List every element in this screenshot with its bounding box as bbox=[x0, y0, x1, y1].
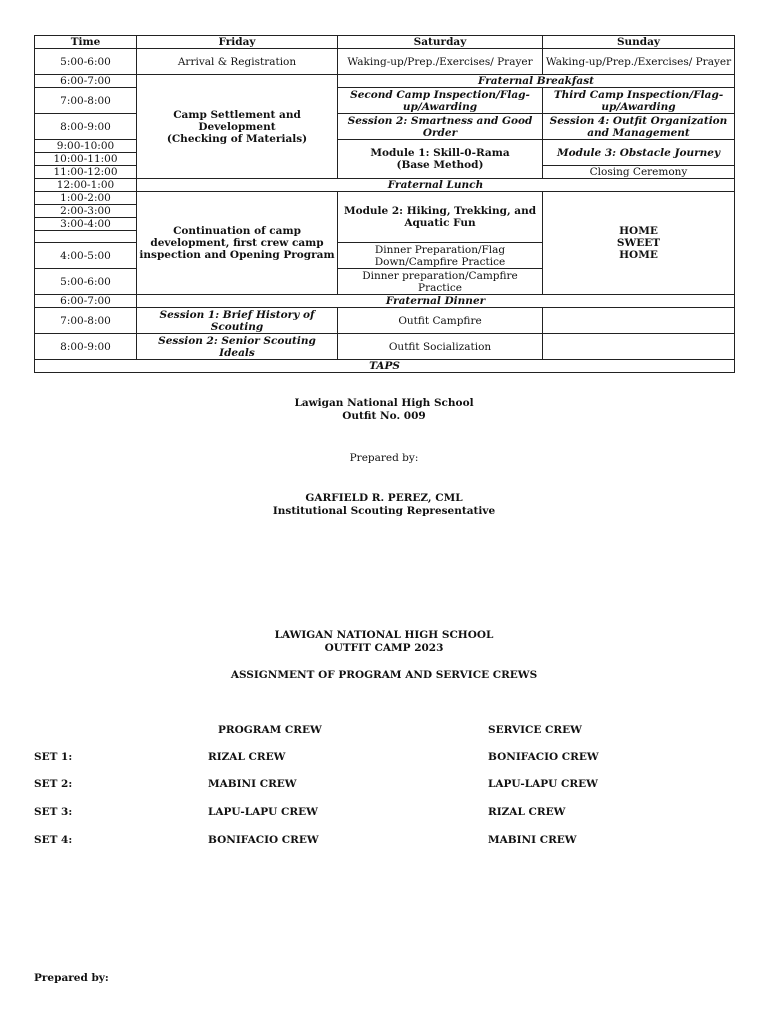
sunday-closing: Closing Ceremony bbox=[543, 166, 735, 179]
fraternal-breakfast: Fraternal Breakfast bbox=[338, 75, 735, 88]
time-cell: 6:00-7:00 bbox=[35, 295, 137, 308]
assignment-title: ASSIGNMENT OF PROGRAM AND SERVICE CREWS bbox=[230, 669, 538, 681]
saturday-module-1: Module 1: Skill-0-Rama (Base Method) bbox=[338, 140, 543, 179]
set-label: SET 4: bbox=[34, 834, 73, 846]
saturday-campfire: Outfit Campfire bbox=[338, 308, 543, 334]
assignment-event: OUTFIT CAMP 2023 bbox=[324, 642, 444, 654]
header-sunday: Sunday bbox=[543, 36, 735, 49]
friday-settlement: Camp Settlement and Development (Checking of Materials) bbox=[137, 75, 338, 179]
saturday-dinner-prep-2: Dinner preparation/Campfire Practice bbox=[338, 269, 543, 295]
prepared-by-label: Prepared by: bbox=[349, 452, 419, 464]
time-cell: 7:00-8:00 bbox=[35, 88, 137, 114]
program-crew-header: PROGRAM CREW bbox=[218, 724, 322, 736]
service-crew-header: SERVICE CREW bbox=[488, 724, 582, 736]
prepared-by-footer: Prepared by: bbox=[34, 972, 109, 984]
sunday-empty bbox=[543, 308, 735, 334]
program-crew: RIZAL CREW bbox=[208, 751, 286, 763]
sunday-waking: Waking-up/Prep./Exercises/ Prayer bbox=[543, 49, 735, 75]
school-name: Lawigan National High School bbox=[294, 397, 474, 409]
time-cell: 3:00-4:00 bbox=[35, 218, 137, 231]
set-label: SET 1: bbox=[34, 751, 73, 763]
schedule-table bbox=[34, 35, 735, 373]
sunday-empty bbox=[543, 334, 735, 360]
time-cell: 5:00-6:00 bbox=[35, 269, 137, 295]
service-crew: BONIFACIO CREW bbox=[488, 751, 599, 763]
assignment-school: LAWIGAN NATIONAL HIGH SCHOOL bbox=[274, 629, 494, 641]
preparer-name: GARFIELD R. PEREZ, CML bbox=[305, 492, 463, 504]
friday-session-1: Session 1: Brief History of Scouting bbox=[137, 308, 338, 334]
program-crew: BONIFACIO CREW bbox=[208, 834, 319, 846]
sunday-session-4: Session 4: Outfit Organization and Management bbox=[543, 114, 735, 140]
service-crew: RIZAL CREW bbox=[488, 806, 566, 818]
time-cell: 10:00-11:00 bbox=[35, 153, 137, 166]
set-label: SET 2: bbox=[34, 778, 73, 790]
outfit-number: Outfit No. 009 bbox=[342, 410, 426, 422]
service-crew: MABINI CREW bbox=[488, 834, 577, 846]
saturday-module-2: Module 2: Hiking, Trekking, and Aquatic Fun bbox=[338, 192, 543, 243]
time-cell: 7:00-8:00 bbox=[35, 308, 137, 334]
friday-arrival: Arrival & Registration bbox=[137, 49, 338, 75]
sunday-module-3: Module 3: Obstacle Journey bbox=[543, 140, 735, 166]
time-cell: 8:00-9:00 bbox=[35, 334, 137, 360]
time-cell: 4:00-5:00 bbox=[35, 243, 137, 269]
time-cell: 12:00-1:00 bbox=[35, 179, 137, 192]
program-crew: MABINI CREW bbox=[208, 778, 297, 790]
saturday-dinner-prep-1: Dinner Preparation/Flag Down/Campfire Practice bbox=[338, 243, 543, 269]
time-cell: 6:00-7:00 bbox=[35, 75, 137, 88]
program-crew: LAPU-LAPU CREW bbox=[208, 806, 318, 818]
time-cell: 8:00-9:00 bbox=[35, 114, 137, 140]
set-label: SET 3: bbox=[34, 806, 73, 818]
friday-session-2: Session 2: Senior Scouting Ideals bbox=[137, 334, 338, 360]
fraternal-lunch: Fraternal Lunch bbox=[137, 179, 735, 192]
taps: TAPS bbox=[35, 360, 735, 373]
time-cell: 9:00-10:00 bbox=[35, 140, 137, 153]
friday-continuation: Continuation of camp development, first crew camp inspection and Opening Program bbox=[137, 192, 338, 295]
time-cell: 11:00-12:00 bbox=[35, 166, 137, 179]
service-crew: LAPU-LAPU CREW bbox=[488, 778, 598, 790]
header-saturday: Saturday bbox=[338, 36, 543, 49]
saturday-socialization: Outfit Socialization bbox=[338, 334, 543, 360]
header-friday: Friday bbox=[137, 36, 338, 49]
saturday-waking: Waking-up/Prep./Exercises/ Prayer bbox=[338, 49, 543, 75]
fraternal-dinner: Fraternal Dinner bbox=[137, 295, 735, 308]
preparer-position: Institutional Scouting Representative bbox=[272, 505, 496, 517]
time-cell: 1:00-2:00 bbox=[35, 192, 137, 205]
time-cell: 5:00-6:00 bbox=[35, 49, 137, 75]
sunday-home: HOME SWEET HOME bbox=[543, 192, 735, 295]
time-cell bbox=[35, 231, 137, 243]
sunday-inspection: Third Camp Inspection/Flag-up/Awarding bbox=[543, 88, 735, 114]
saturday-session-2: Session 2: Smartness and Good Order bbox=[338, 114, 543, 140]
time-cell: 2:00-3:00 bbox=[35, 205, 137, 218]
saturday-inspection: Second Camp Inspection/Flag-up/Awarding bbox=[338, 88, 543, 114]
header-time: Time bbox=[35, 36, 137, 49]
